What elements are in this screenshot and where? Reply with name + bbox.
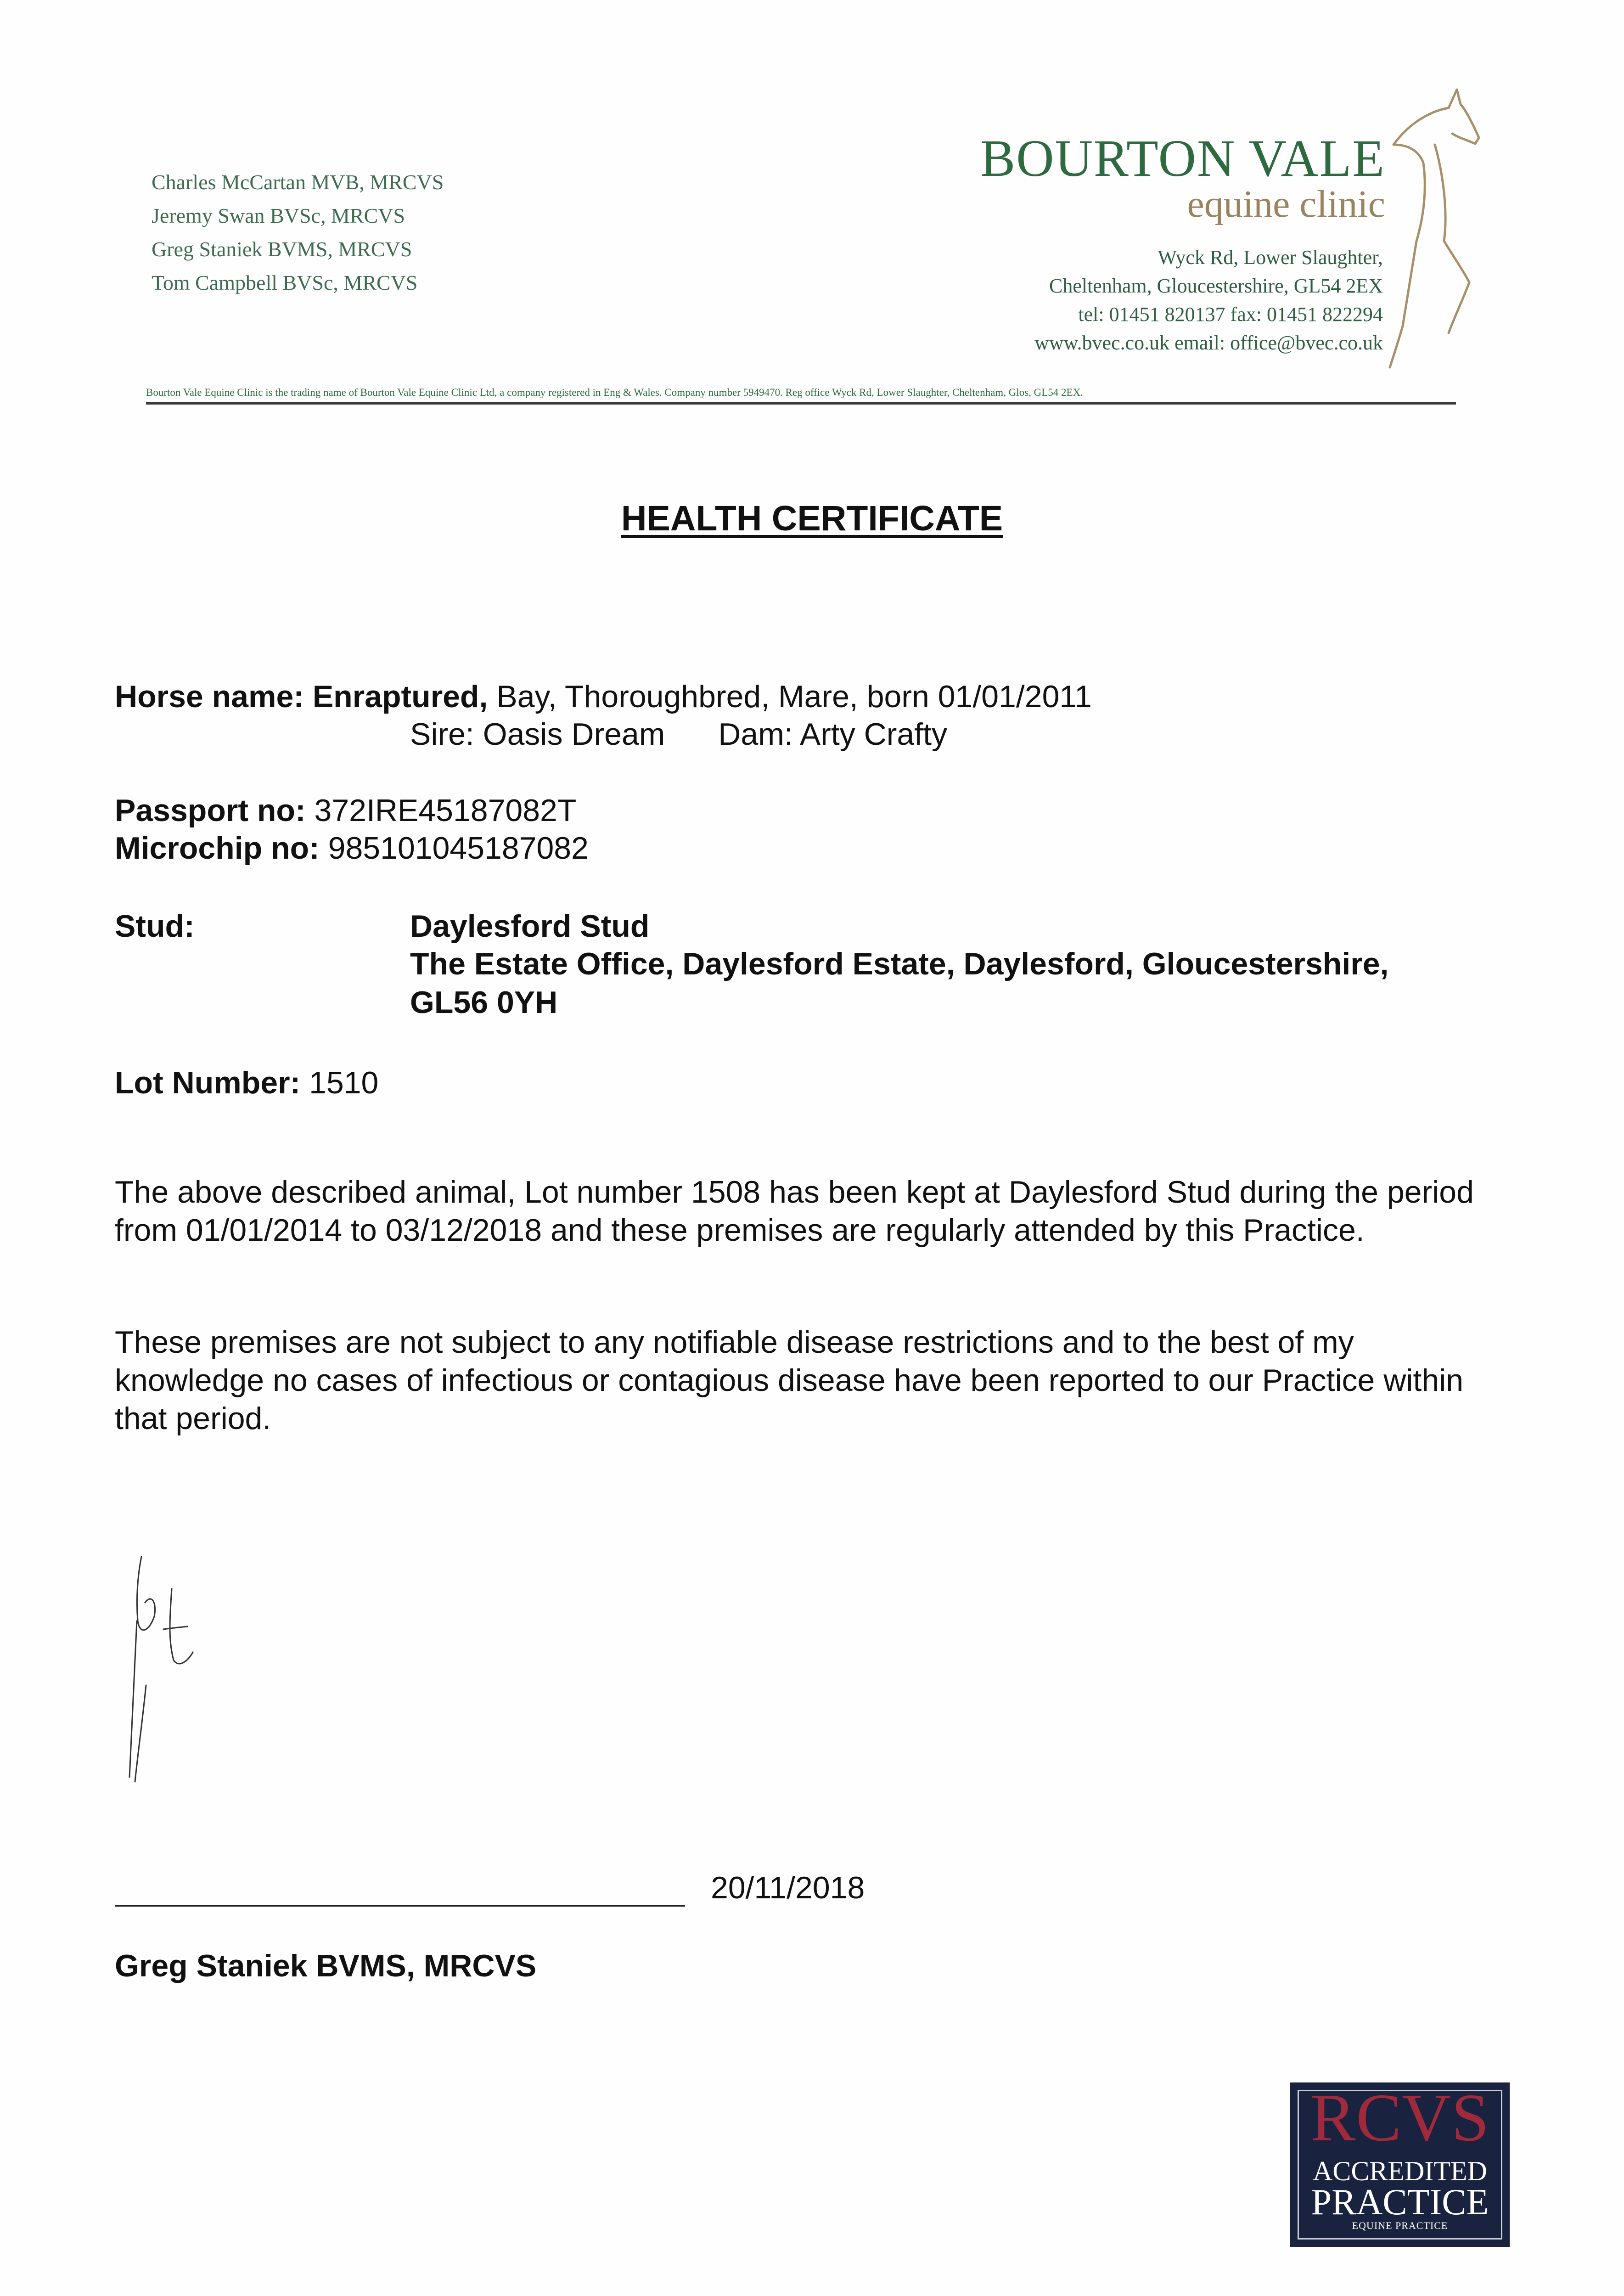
vet-name: Charles McCartan MVB, MRCVS [152, 170, 444, 194]
lot-number: 1510 [309, 1065, 379, 1100]
vet-name: Tom Campbell BVSc, MRCVS [152, 271, 418, 294]
page-title: HEALTH CERTIFICATE [621, 499, 1003, 538]
declaration-paragraph [115, 1323, 1483, 1438]
stud-label: Stud: [115, 909, 195, 944]
horse-label: Horse name: [115, 679, 304, 714]
badge-line-1: ACCREDITED [1313, 2156, 1487, 2186]
parentage-line [410, 715, 947, 753]
address-line: www.bvec.co.uk email: office@bvec.co.uk [1034, 332, 1383, 354]
passport-line [115, 792, 576, 829]
horse-head-icon [1375, 76, 1483, 370]
vet-name: Greg Staniek BVMS, MRCVS [152, 237, 412, 261]
clinic-name: BOURTON VALE [980, 129, 1385, 187]
signature-line [115, 1905, 685, 1907]
horse-details: Bay, Thoroughbred, Mare, born 01/01/2011 [496, 679, 1092, 714]
horse-name: Enraptured, [312, 679, 488, 714]
sire: Sire: Oasis Dream [410, 717, 665, 752]
clinic-logo [980, 131, 1385, 225]
passport-number: 372IRE45187082T [314, 793, 577, 828]
badge-title: RCVS [1310, 2080, 1490, 2155]
signature [124, 1548, 216, 1786]
letterhead-divider [146, 402, 1456, 405]
clinic-address [1034, 243, 1383, 357]
address-line: Wyck Rd, Lower Slaughter, [1158, 246, 1383, 269]
statement-paragraph [115, 1173, 1483, 1249]
rcvs-badge [1290, 2082, 1510, 2247]
clinic-subtitle: equine clinic [1187, 183, 1385, 225]
badge-line-2: PRACTICE [1311, 2182, 1489, 2223]
badge-line-3: EQUINE PRACTICE [1352, 2220, 1448, 2231]
address-line: Cheltenham, Gloucestershire, GL54 2EX [1049, 275, 1383, 297]
declaration-text: These premises are not subject to any notifiable disease restrictions and to the best of my knowledge no cases of infectious or contagious disease have been reported to our Practice within that period. [115, 1325, 1464, 1436]
stud-postcode: GL56 0YH [410, 985, 558, 1020]
stud-name: Daylesford Stud [410, 909, 650, 944]
microchip-line [115, 829, 589, 867]
signature-date: 20/11/2018 [711, 1870, 865, 1905]
trading-note: Bourton Vale Equine Clinic is the trading name of Bourton Vale Equine Clinic Ltd, a company registered in Eng & Wales. Company number 5949470. Reg office Wyck Rd, Lower Slaughter, Cheltenham, Glos, GL54 2EX. [146, 387, 1083, 398]
horse-line [115, 678, 1092, 715]
statement-text: The above described animal, Lot number 1508 has been kept at Daylesford Stud during the period from 01/01/2014 to 03/12/2018 and these premises are regularly attended by this Practice. [115, 1175, 1474, 1248]
dam: Dam: Arty Crafty [718, 717, 948, 752]
address-line: tel: 01451 820137 fax: 01451 822294 [1078, 303, 1383, 326]
vet-name: Jeremy Swan BVSc, MRCVS [152, 204, 405, 227]
stud-address: The Estate Office, Daylesford Estate, Daylesford, Gloucestershire, [410, 946, 1389, 981]
signer-name: Greg Staniek BVMS, MRCVS [115, 1948, 537, 1983]
microchip-number: 985101045187082 [328, 831, 589, 866]
lot-line [115, 1064, 378, 1102]
passport-label: Passport no: [115, 793, 306, 828]
vet-list [152, 165, 444, 299]
lot-label: Lot Number: [115, 1065, 301, 1100]
microchip-label: Microchip no: [115, 831, 320, 866]
